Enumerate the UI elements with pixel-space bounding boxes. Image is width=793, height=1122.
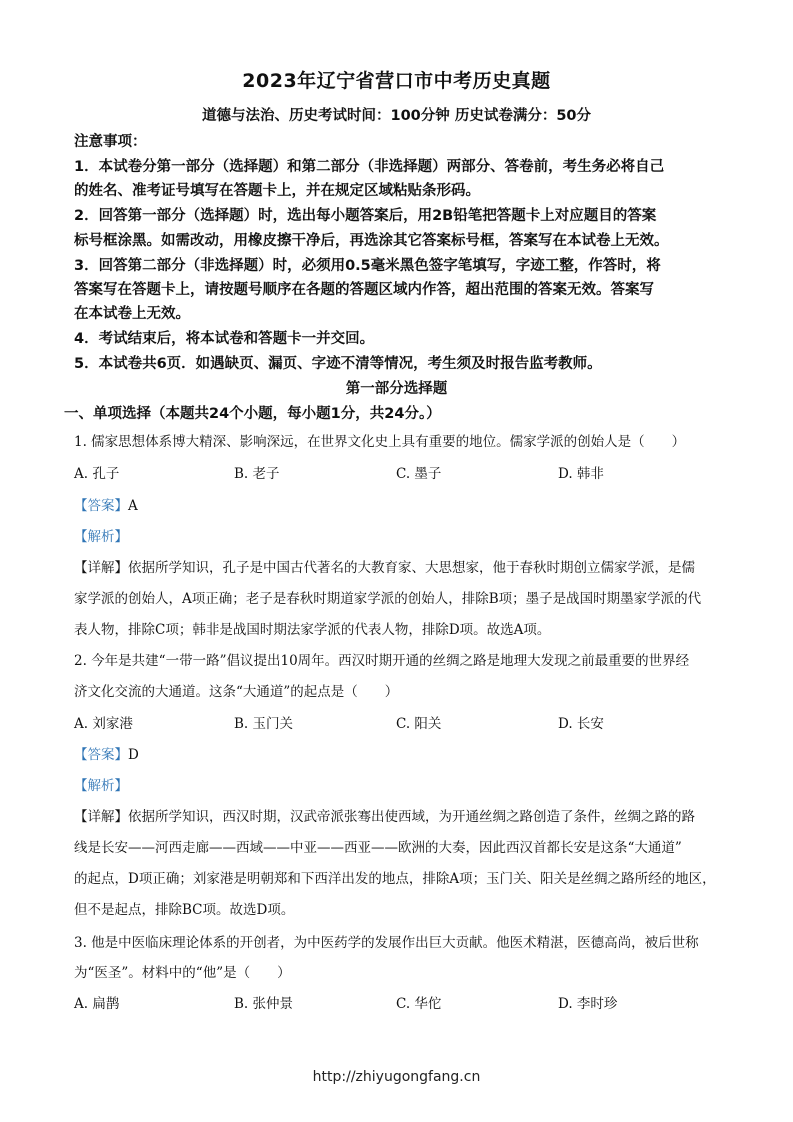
question-3-option-b: B. 张仲景 bbox=[234, 996, 294, 1012]
question-3-option-d: D. 李时珍 bbox=[558, 996, 618, 1012]
question-1-detail bbox=[74, 556, 724, 576]
detail-line: 的起点，D项正确；刘家港是明朝郑和下西洋出发的地点，排除A项；玉门关、阳关是丝绸之路所经的地区， bbox=[74, 871, 716, 887]
answer-value: A bbox=[128, 498, 138, 514]
question-2-option-d: D. 长安 bbox=[558, 716, 604, 732]
notice-line: 标号框涂黑。如需改动，用橡皮擦干净后，再选涂其它答案标号框，答案写在本试卷上无效。 bbox=[74, 233, 669, 249]
answer-label: 【答案】 bbox=[74, 498, 128, 514]
exam-subtitle: 道德与法治、历史考试时间：100分钟 历史试卷满分：50分 bbox=[202, 108, 591, 124]
notice-line: 1．本试卷分第一部分（选择题）和第二部分（非选择题）两部分、答卷前，考生务必将自己 bbox=[74, 159, 665, 175]
detail-line: 表人物，排除C项；韩非是战国时期法家学派的代表人物，排除D项。故选A项。 bbox=[74, 622, 551, 638]
detail-line: 但不是起点，排除BC项。故选D项。 bbox=[74, 902, 295, 918]
question-3-option-a: A. 扁鹊 bbox=[74, 996, 120, 1012]
footer-url[interactable]: http://zhiyugongfang.cn bbox=[312, 1069, 481, 1085]
question-1-option-c: C. 墨子 bbox=[396, 466, 442, 482]
detail-line: 依据所学知识，孔子是中国古代著名的大教育家、大思想家，他于春秋时期创立儒家学派，是儒 bbox=[128, 560, 695, 576]
detail-label: 【详解】 bbox=[74, 560, 128, 576]
notice-line: 2．回答第一部分（选择题）时，选出每小题答案后，用2B铅笔把答题卡上对应题目的答案 bbox=[74, 208, 657, 224]
question-1-option-a: A. 孔子 bbox=[74, 466, 120, 482]
question-2-stem: 济文化交流的大通道。这条“大通道”的起点是（ ） bbox=[74, 684, 399, 700]
notice-line: 在本试卷上无效。 bbox=[74, 306, 190, 322]
detail-label: 【详解】 bbox=[74, 809, 128, 825]
notice-line: 的姓名、准考证号填写在答题卡上，并在规定区域粘贴条形码。 bbox=[74, 183, 480, 199]
detail-line: 线是长安——河西走廊——西域——中亚——西亚——欧洲的大奏，因此西汉首都长安是这条“大通道” bbox=[74, 840, 682, 856]
question-2-detail bbox=[74, 805, 724, 825]
question-1-option-b: B. 老子 bbox=[234, 466, 280, 482]
question-2-answer bbox=[74, 743, 724, 763]
question-1-option-d: D. 韩非 bbox=[558, 466, 604, 482]
question-2-option-c: C. 阳关 bbox=[396, 716, 442, 732]
notice-heading: 注意事项： bbox=[74, 134, 147, 150]
question-2-stem: 2. 今年是共建“一带一路”倡议提出10周年。西汉时期开通的丝绸之路是地理大发现之前最重要的世界经 bbox=[74, 653, 690, 669]
question-3-option-c: C. 华佗 bbox=[396, 996, 442, 1012]
notice-line: 3．回答第二部分（非选择题）时，必须用0.5毫米黑色签字笔填写，字迹工整，作答时，将 bbox=[74, 258, 661, 274]
page-title: 2023年辽宁省营口市中考历史真题 bbox=[242, 70, 551, 92]
answer-value: D bbox=[128, 747, 139, 763]
question-3-stem: 为“医圣”。材料中的“他”是（ ） bbox=[74, 965, 291, 981]
detail-line: 依据所学知识，西汉时期，汉武帝派张骞出使西域，为开通丝绸之路创造了条件，丝绸之路的路 bbox=[128, 809, 695, 825]
part-heading: 一、单项选择（本题共24个小题，每小题1分，共24分。） bbox=[64, 406, 441, 422]
question-1-analysis-label: 【解析】 bbox=[74, 529, 128, 545]
answer-label: 【答案】 bbox=[74, 747, 128, 763]
question-2-analysis-label: 【解析】 bbox=[74, 778, 128, 794]
question-3-stem: 3. 他是中医临床理论体系的开创者，为中医药学的发展作出巨大贡献。他医术精湛，医德高尚，被后世称 bbox=[74, 935, 699, 951]
notice-line: 答案写在答题卡上，请按题号顺序在各题的答题区域内作答，超出范围的答案无效。答案写 bbox=[74, 282, 654, 298]
question-1-answer bbox=[74, 494, 724, 514]
question-2-option-b: B. 玉门关 bbox=[234, 716, 294, 732]
notice-line: 4．考试结束后，将本试卷和答题卡一并交回。 bbox=[74, 331, 375, 347]
detail-line: 家学派的创始人，A项正确；老子是春秋时期道家学派的创始人，排除B项；墨子是战国时期墨家学派的代 bbox=[74, 591, 702, 607]
notice-line: 5．本试卷共6页．如遇缺页、漏页、字迹不清等情况，考生须及时报告监考教师。 bbox=[74, 356, 602, 372]
question-1-stem: 1. 儒家思想体系博大精深、影响深远，在世界文化史上具有重要的地位。儒家学派的创始人是（ ） bbox=[74, 434, 686, 450]
section-title: 第一部分选择题 bbox=[345, 381, 448, 397]
question-2-option-a: A. 刘家港 bbox=[74, 716, 133, 732]
